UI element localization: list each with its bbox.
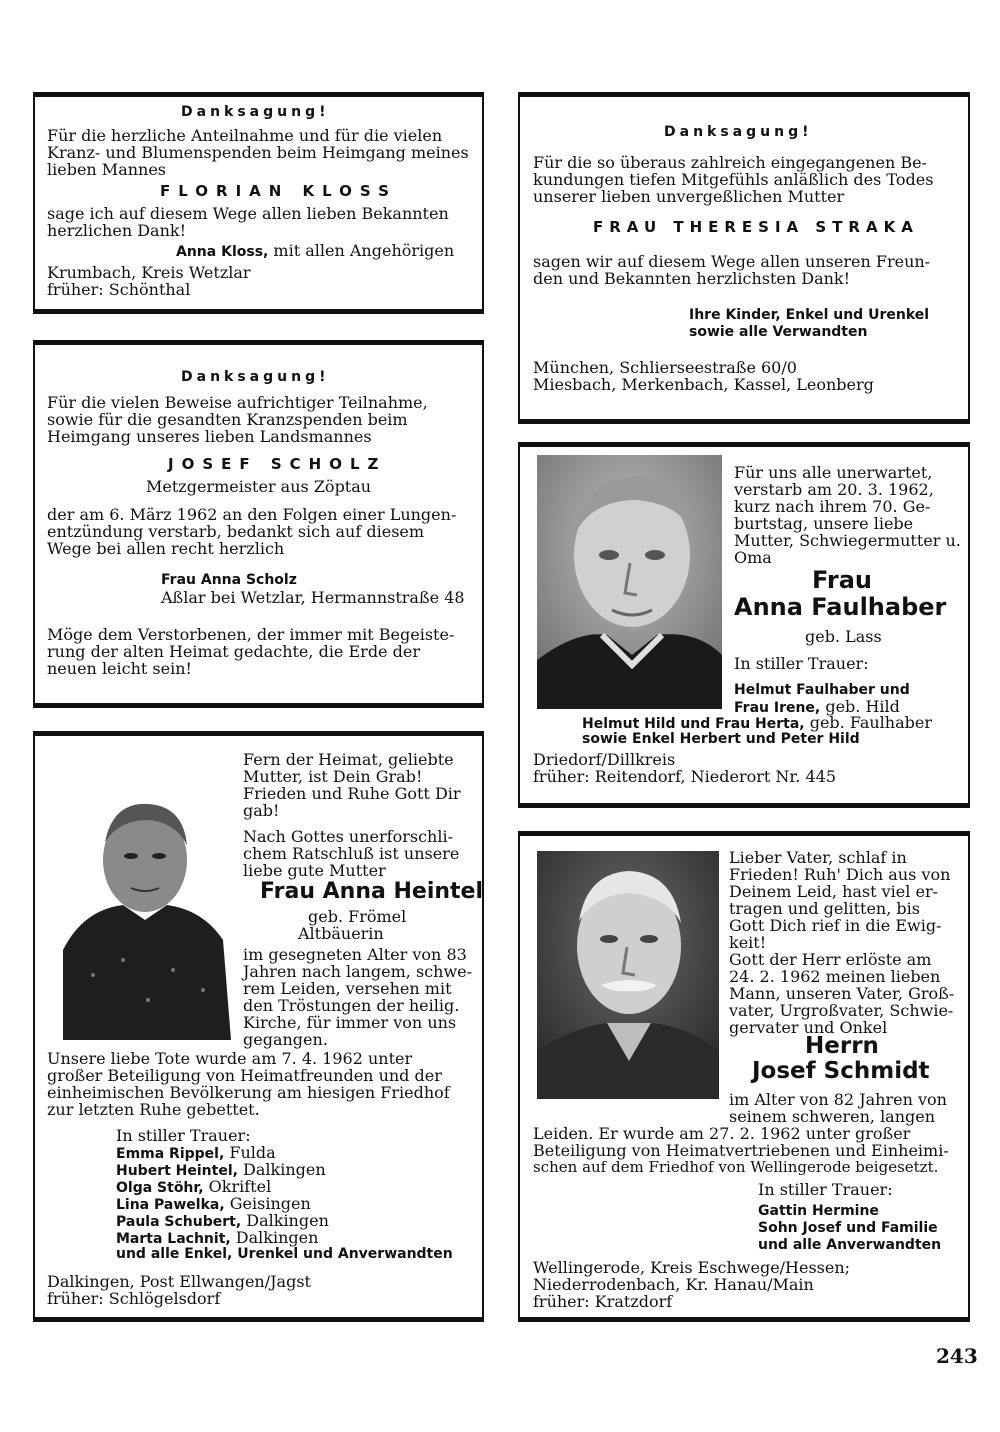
card-text-line: kundungen tiefen Mitgefühls anläßlich des Todes	[533, 170, 934, 189]
card-heading: Danksagung!	[181, 104, 330, 120]
card-text-line: Leiden. Er wurde am 27. 2. 1962 unter großer	[533, 1124, 911, 1143]
card-text-line: chem Ratschluß ist unsere	[243, 844, 460, 863]
card-text-line: Wege bei allen recht herzlich	[47, 539, 285, 558]
card-heading: Danksagung!	[181, 369, 330, 385]
mourner-rest: Dalkingen	[230, 1228, 319, 1247]
signature-name: Frau Anna Scholz	[161, 572, 297, 588]
card-text-line: im gesegneten Alter von 83	[243, 945, 467, 964]
woman-portrait-icon	[537, 455, 722, 709]
mourner-line: und alle Anverwandten	[758, 1237, 942, 1253]
card-text-line: gab!	[243, 801, 280, 820]
card-text-line: Jahren nach langem, schwe-	[243, 962, 473, 981]
mourner-name: Marta Lachnit,	[116, 1231, 231, 1247]
card-text-line: im Alter von 82 Jahren von	[729, 1090, 947, 1109]
card-text-line: liebe gute Mutter	[243, 861, 386, 880]
deceased-name: Frau Anna Heintel	[260, 879, 484, 904]
mourner-line: und alle Enkel, Urenkel und Anverwandten	[116, 1246, 453, 1262]
card-text-line: Für die so überaus zahlreich eingegangenen Be-	[533, 153, 927, 172]
place-line: Driedorf/Dillkreis	[533, 750, 676, 769]
card-text-line: herzlichen Dank!	[47, 221, 187, 240]
card-text-line: zur letzten Ruhe gebettet.	[47, 1100, 260, 1119]
card-text-line: schen auf dem Friedhof von Wellingerode beigesetzt.	[533, 1158, 939, 1176]
signature-line	[176, 242, 454, 261]
card-text-line: sagen wir auf diesem Wege allen unseren Freun-	[533, 252, 931, 271]
card-text-line: Oma	[734, 548, 772, 567]
card-text-line: Mann, unseren Vater, Groß-	[729, 984, 955, 1003]
mourner-name: Helmut Hild und Frau Herta,	[582, 716, 805, 732]
card-text-line: 24. 2. 1962 meinen lieben	[729, 967, 941, 986]
mourner-rest: Fulda	[224, 1143, 276, 1162]
place-line: Wellingerode, Kreis Eschwege/Hessen;	[533, 1258, 851, 1277]
card-text-line: lieben Mannes	[47, 160, 167, 179]
deceased-name: Anna Faulhaber	[734, 593, 947, 621]
deceased-name: Josef Schmidt	[752, 1058, 930, 1084]
woman-portrait-icon	[53, 790, 235, 1040]
card-text-line: Für die vielen Beweise aufrichtiger Teilnahme,	[47, 393, 428, 412]
card-text-line: seinem schweren, langen	[729, 1107, 936, 1126]
signature-rest: mit allen Angehörigen	[268, 241, 455, 260]
card-text-line: Frieden! Ruh' Dich aus von	[729, 865, 951, 884]
place-line: früher: Kratzdorf	[533, 1292, 673, 1311]
card-text-line: den und Bekannten herzlichsten Dank!	[533, 269, 851, 288]
mourner-rest: geb. Hild	[820, 697, 900, 716]
card-text-line: rem Leiden, versehen mit	[243, 979, 452, 998]
deceased-title: Frau	[812, 566, 872, 594]
card-text-line: sage ich auf diesem Wege allen lieben Bekannten	[47, 204, 449, 223]
card-text-line: den Tröstungen der heilig.	[243, 996, 460, 1015]
card-text-line: vater, Urgroßvater, Schwie-	[729, 1001, 954, 1020]
card-text-line: entzündung verstarb, bedankt sich auf diesem	[47, 522, 425, 541]
deceased-name: JOSEF SCHOLZ	[168, 455, 387, 473]
card-text-line: Heimgang unseres lieben Landsmannes	[47, 427, 372, 446]
man-portrait-icon	[537, 851, 719, 1099]
portrait-photo-faulhaber	[537, 455, 722, 709]
place-line: früher: Reitendorf, Niederort Nr. 445	[533, 767, 836, 786]
card-text-line: Unsere liebe Tote wurde am 7. 4. 1962 unter	[47, 1049, 413, 1068]
signature-address: Aßlar bei Wetzlar, Hermannstraße 48	[161, 588, 465, 607]
mourning-label: In stiller Trauer:	[758, 1180, 893, 1199]
card-text-line: kurz nach ihrem 70. Ge-	[734, 497, 931, 516]
place-line: München, Schlierseestraße 60/0	[533, 358, 797, 377]
card-text-line: Mutter, ist Dein Grab!	[243, 767, 423, 786]
card-text-line: Nach Gottes unerforschli-	[243, 827, 453, 846]
card-text-line: Beteiligung von Heimatvertriebenen und Einheimi-	[533, 1141, 949, 1160]
deceased-role: Altbäuerin	[298, 924, 384, 943]
deceased-born: geb. Frömel	[308, 907, 407, 926]
card-heading: Danksagung!	[664, 124, 813, 140]
card-text-line: der am 6. März 1962 an den Folgen einer Lungen-	[47, 505, 457, 524]
place-line: Niederrodenbach, Kr. Hanau/Main	[533, 1275, 814, 1294]
signature-line: Ihre Kinder, Enkel und Urenkel	[689, 307, 930, 323]
card-text-line: tragen und gelitten, bis	[729, 899, 920, 918]
mourner-rest: geb. Faulhaber	[804, 713, 932, 732]
mourner-name: Hubert Heintel,	[116, 1163, 238, 1179]
place-line: früher: Schlögelsdorf	[47, 1289, 221, 1308]
card-text-line: Für die herzliche Anteilnahme und für die vielen	[47, 126, 443, 145]
place-line: früher: Schönthal	[47, 280, 191, 299]
mourner-line: Sohn Josef und Familie	[758, 1220, 938, 1236]
portrait-photo-heintel	[53, 790, 235, 1040]
card-text-line: Kranz- und Blumenspenden beim Heimgang meines	[47, 143, 469, 162]
card-text-line: Frieden und Ruhe Gott Dir	[243, 784, 461, 803]
page-number: 243	[936, 1344, 978, 1368]
card-text-line: gervater und Onkel	[729, 1018, 888, 1037]
card-text-line: Deinem Leid, hast viel er-	[729, 882, 938, 901]
card-text-line: neuen leicht sein!	[47, 659, 192, 678]
card-text-line: Kirche, für immer von uns	[243, 1013, 457, 1032]
card-text-line: Mutter, Schwiegermutter u.	[734, 531, 961, 550]
card-text-line: burtstag, unsere liebe	[734, 514, 914, 533]
mourning-label: In stiller Trauer:	[116, 1126, 251, 1145]
deceased-born: geb. Lass	[805, 627, 882, 646]
card-text-line: verstarb am 20. 3. 1962,	[734, 480, 934, 499]
mourner-rest: Okriftel	[203, 1177, 272, 1196]
deceased-name: FRAU THERESIA STRAKA	[593, 218, 919, 236]
mourning-label: In stiller Trauer:	[734, 654, 869, 673]
mourner-name: Olga Stöhr,	[116, 1180, 204, 1196]
mourner-name: Lina Pawelka,	[116, 1197, 225, 1213]
card-text-line: gegangen.	[243, 1030, 328, 1049]
card-text-line: Lieber Vater, schlaf in	[729, 848, 907, 867]
card-text-line: Gott Dich rief in die Ewig-	[729, 916, 942, 935]
card-text-line: einheimischen Bevölkerung am hiesigen Friedhof	[47, 1083, 450, 1102]
mourner-rest: Geisingen	[224, 1194, 311, 1213]
mourner-name: Frau Irene,	[734, 700, 821, 716]
deceased-trade: Metzgermeister aus Zöptau	[146, 477, 372, 496]
mourner-name: Paula Schubert,	[116, 1214, 242, 1230]
mourner-line: Helmut Faulhaber und	[734, 682, 910, 698]
deceased-title: Herrn	[805, 1033, 879, 1059]
card-text-line: unserer lieben unvergeßlichen Mutter	[533, 187, 845, 206]
signature-name: Anna Kloss,	[176, 244, 269, 260]
card-text-line: rung der alten Heimat gedachte, die Erde der	[47, 642, 420, 661]
card-text-line: keit!	[729, 933, 767, 952]
card-text-line: Fern der Heimat, geliebte	[243, 750, 454, 769]
card-text-line: sowie für die gesandten Kranzspenden beim	[47, 410, 408, 429]
portrait-photo-schmidt	[537, 851, 719, 1099]
mourner-name: Emma Rippel,	[116, 1146, 225, 1162]
signature-line: sowie alle Verwandten	[689, 324, 868, 340]
mourner-line: Gattin Hermine	[758, 1203, 879, 1219]
place-line: Miesbach, Merkenbach, Kassel, Leonberg	[533, 375, 874, 394]
mourner-rest: Dalkingen	[237, 1160, 326, 1179]
card-text-line: Möge dem Verstorbenen, der immer mit Begeiste-	[47, 625, 455, 644]
card-text-line: großer Beteiligung von Heimatfreunden und der	[47, 1066, 442, 1085]
mourner-line: sowie Enkel Herbert und Peter Hild	[582, 731, 860, 747]
card-text-line: Für uns alle unerwartet,	[734, 463, 933, 482]
place-line: Krumbach, Kreis Wetzlar	[47, 263, 251, 282]
mourner-rest: Dalkingen	[241, 1211, 329, 1230]
place-line: Dalkingen, Post Ellwangen/Jagst	[47, 1272, 311, 1291]
card-text-line: Gott der Herr erlöste am	[729, 950, 932, 969]
deceased-name: FLORIAN KLOSS	[160, 182, 397, 200]
